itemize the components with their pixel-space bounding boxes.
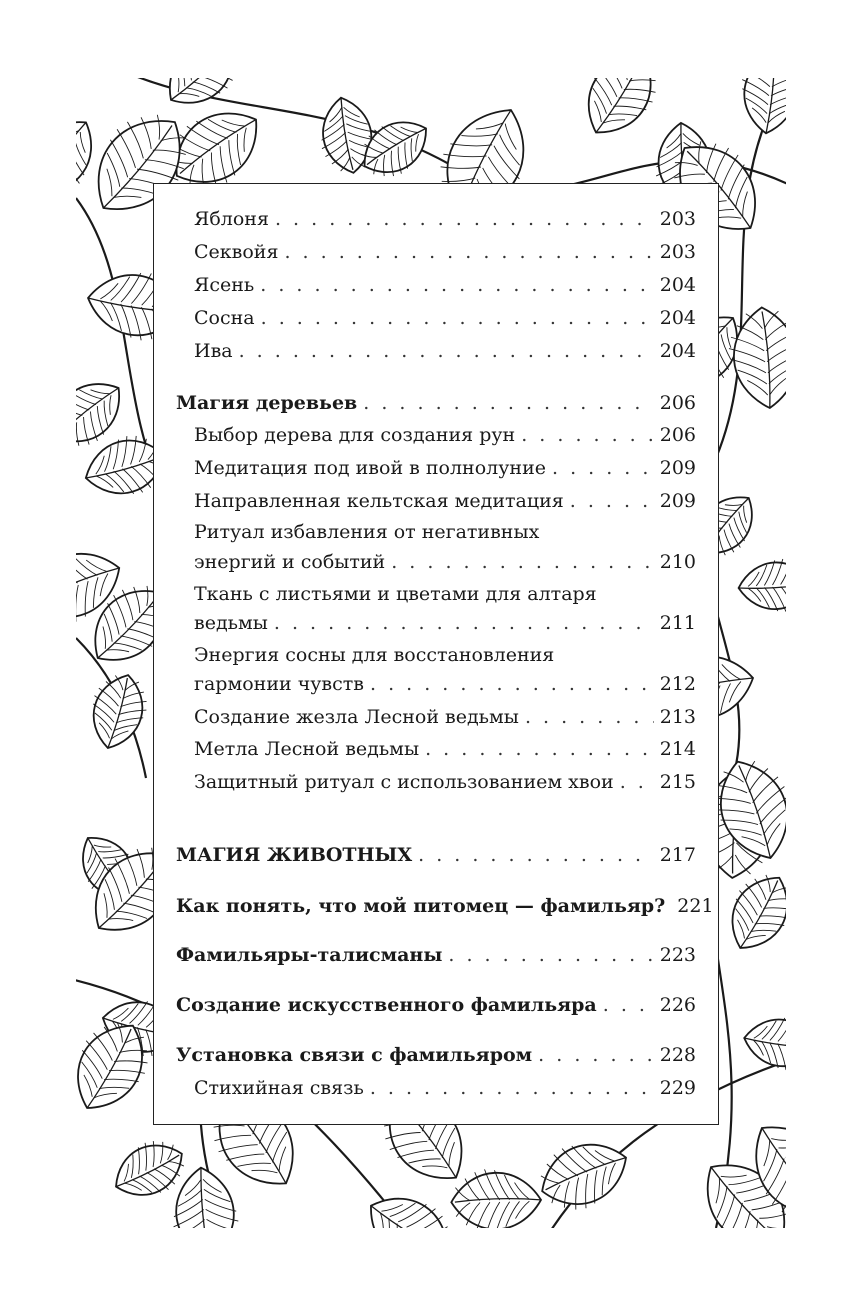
leaf-icon [737,557,786,614]
toc-entry-title-line1[interactable]: Энергия сосны для восстановления [194,644,555,666]
toc-entry[interactable] [194,240,696,264]
toc-entry-title: Защитный ритуал с использованием хвои [194,771,614,793]
toc-leader [425,737,654,761]
toc-entry-title-line1[interactable]: Ритуал избавления от негативных [194,521,540,543]
toc-leader [284,240,653,264]
toc-leader [552,456,654,480]
toc-section[interactable] [176,993,696,1017]
toc-entry-page: 229 [659,1077,696,1099]
toc-entry[interactable] [194,306,696,330]
toc-section-title: Как понять, что мой питомец — фамильяр? [176,895,666,917]
toc-entry-page: 223 [659,944,696,966]
leaf-icon [715,864,786,962]
toc-entry-page: 226 [659,994,696,1016]
toc-entry-page: 211 [659,612,696,634]
toc-section-title: Магия деревьев [176,392,358,414]
toc-entry-title-line1[interactable]: Ткань с листьями и цветами для алтаря [194,583,597,605]
toc-entry[interactable] [194,423,696,447]
toc-entry-title: Ива [194,340,233,362]
toc-entry-title: Секвойя [194,241,279,263]
toc-entry-page: 215 [659,771,696,793]
toc-leader [525,705,654,729]
toc-leader [603,993,654,1017]
toc-leader [521,423,654,447]
toc-entry-title: Медитация под ивой в полнолуние [194,457,546,479]
toc-leader [448,943,653,967]
toc-entry-title: Направленная кельтская медитация [194,490,564,512]
toc-entry[interactable] [194,456,696,480]
toc-section[interactable] [176,391,696,415]
toc-entry-title-line2: гармонии чувств [194,673,364,695]
leaf-icon [569,78,671,149]
toc-entry-title-line2: энергий и событий [194,551,386,573]
toc-entry-page: 206 [659,424,696,446]
toc-entry[interactable] [194,705,696,729]
toc-entry-title-line2: ведьмы [194,612,268,634]
toc-leader [275,207,654,231]
toc-leader [363,391,653,415]
toc-chapter[interactable] [176,843,696,867]
toc-section[interactable] [176,943,696,967]
toc-entry[interactable] [194,550,696,574]
toc-entry-page: 210 [659,551,696,573]
leaf-icon [169,1165,242,1228]
toc-entry-page: 203 [659,241,696,263]
toc-entry[interactable] [194,611,696,635]
toc-entry-page: 204 [659,340,696,362]
toc-entry-page: 206 [659,392,696,414]
toc-leader [274,611,654,635]
toc-entry[interactable] [194,489,696,513]
toc-leader [620,770,654,794]
toc-entry-page: 209 [659,490,696,512]
toc-leader [391,550,654,574]
toc-section-title: Установка связи с фамильяром [176,1044,533,1066]
toc-panel [153,183,719,1125]
toc-entry[interactable] [194,672,696,696]
toc-entry-page: 228 [659,1044,696,1066]
toc-entry-page: 209 [659,457,696,479]
toc-entry-page: 214 [659,738,696,760]
toc-entry[interactable] [194,737,696,761]
toc-entry-title: Выбор дерева для создания рун [194,424,516,446]
toc-chapter-title: МАГИЯ ЖИВОТНЫХ [176,844,413,866]
leaf-icon [530,1128,638,1221]
toc-entry-page: 204 [659,307,696,329]
toc-entry[interactable] [194,273,696,297]
toc-entry[interactable] [194,339,696,363]
toc-entry-title: Метла Лесной ведьмы [194,738,420,760]
leaf-icon [737,78,786,136]
toc-entry-page: 217 [659,844,696,866]
toc-leader [570,489,654,513]
toc-entry[interactable] [194,1076,696,1100]
toc-entry-page: 212 [659,673,696,695]
toc-entry-page: 204 [659,274,696,296]
toc-section-title: Создание искусственного фамильяра [176,994,597,1016]
toc-entry-title: Стихийная связь [194,1077,364,1099]
toc-section[interactable] [176,894,714,918]
toc-leader [261,306,654,330]
toc-leader [370,672,654,696]
toc-entry-title: Сосна [194,307,255,329]
toc-entry-page: 213 [659,706,696,728]
toc-entry-page: 203 [659,208,696,230]
toc-entry-page: 221 [677,895,714,917]
toc-entry-title: Яблоня [194,208,269,230]
leaf-icon [450,1168,541,1228]
toc-entry[interactable] [194,770,696,794]
leaf-icon [741,1012,786,1074]
toc-entry[interactable] [194,207,696,231]
toc-leader [418,843,654,867]
toc-entry-title: Создание жезла Лесной ведьмы [194,706,519,728]
toc-leader [260,273,653,297]
toc-section[interactable] [176,1043,696,1067]
toc-section-title: Фамильяры-талисманы [176,944,443,966]
toc-entry-title: Ясень [194,274,255,296]
leaf-icon [82,668,154,755]
toc-leader [538,1043,654,1067]
toc-leader [239,339,654,363]
toc-leader [370,1076,654,1100]
